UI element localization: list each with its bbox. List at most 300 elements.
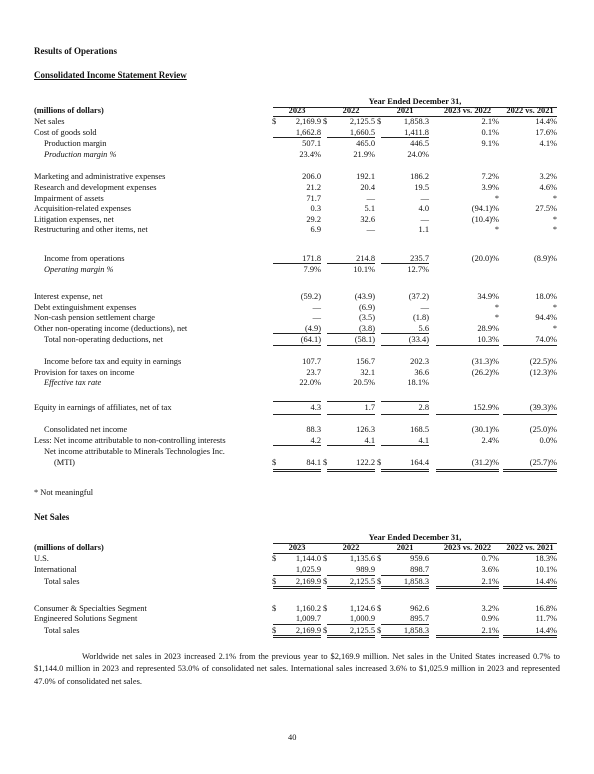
cell-value: * xyxy=(494,313,499,322)
t2-period-header: Year Ended December 31, xyxy=(368,533,462,542)
table-row xyxy=(0,458,594,468)
total-rule xyxy=(327,471,375,472)
cell-value: 5.6 xyxy=(418,323,429,333)
cell-value: 12.7% xyxy=(407,265,429,274)
cell-value: 962.6 xyxy=(410,603,429,613)
total-rule xyxy=(273,637,321,638)
cell-value: — xyxy=(420,193,429,203)
cell-value: (31.3)% xyxy=(471,357,499,366)
total-rule xyxy=(436,469,499,470)
cell-value: 1,000.9 xyxy=(349,614,375,623)
total-rule xyxy=(273,635,321,636)
cell-value: 4.1% xyxy=(539,139,557,148)
cell-value: 446.5 xyxy=(410,139,429,148)
total-rule xyxy=(327,137,375,138)
cell-value: 959.6 xyxy=(410,554,429,563)
cell-value: * xyxy=(552,323,557,333)
t2-col-2023-vs-2022: 2023 vs. 2022 xyxy=(443,543,492,552)
total-rule xyxy=(273,333,321,334)
total-rule xyxy=(503,588,557,589)
row-label: Engineered Solutions Segment xyxy=(34,614,138,623)
t1-col-2022: 2022 xyxy=(342,106,360,115)
total-rule xyxy=(327,469,375,470)
cell-value: 1,124.6 xyxy=(349,603,375,613)
row-label: Marketing and administrative expenses xyxy=(34,172,166,181)
total-rule xyxy=(327,575,375,576)
total-rule xyxy=(436,345,499,346)
cell-value: 2,169.9 xyxy=(295,576,321,586)
dollar-sign: $ xyxy=(377,576,382,586)
cell-value: 507.1 xyxy=(302,139,321,148)
table-row xyxy=(0,194,594,204)
cell-value: 895.7 xyxy=(410,614,429,623)
cell-value: — xyxy=(366,225,375,234)
row-label: Restructuring and other items, net xyxy=(34,225,148,234)
t2-units-label: (millions of dollars) xyxy=(34,543,104,552)
cell-value: * xyxy=(552,225,557,234)
cell-value: 202.3 xyxy=(410,357,429,366)
total-rule xyxy=(503,469,557,470)
cell-value: 4.1 xyxy=(418,435,429,445)
cell-value: 17.6% xyxy=(535,127,557,137)
total-rule xyxy=(436,586,499,587)
table-row xyxy=(0,215,594,225)
cell-value: 14.4% xyxy=(535,625,557,635)
total-rule xyxy=(381,471,429,472)
table-row xyxy=(0,565,594,575)
net-sales-heading: Net Sales xyxy=(34,512,70,522)
t2-col-2022: 2022 xyxy=(342,543,360,552)
t1-col-2023: 2023 xyxy=(288,106,306,115)
row-label: Effective tax rate xyxy=(44,378,102,387)
total-rule xyxy=(327,445,375,446)
cell-value: (26.2)% xyxy=(471,367,499,377)
row-label: Operating margin % xyxy=(44,265,114,274)
cell-value: 74.0% xyxy=(535,335,557,344)
cell-value: 4.2 xyxy=(310,435,321,445)
t1-col-2023-vs-2022: 2023 vs. 2022 xyxy=(443,106,492,115)
page-number: 40 xyxy=(288,733,297,742)
cell-value: (58.1) xyxy=(354,335,375,344)
row-label: Debt extinguishment expenses xyxy=(34,302,137,312)
cell-value: 1,411.8 xyxy=(404,127,429,137)
cell-value: 1,144.0 xyxy=(295,554,321,563)
row-label: Production margin xyxy=(44,139,107,148)
total-rule xyxy=(436,588,499,589)
cell-value: 18.1% xyxy=(407,378,429,387)
dollar-sign: $ xyxy=(272,458,277,467)
cell-value: 1.1 xyxy=(418,225,429,234)
dollar-sign: $ xyxy=(323,576,328,586)
table-row xyxy=(0,172,594,182)
t2-col-2021: 2021 xyxy=(396,543,414,552)
cell-value: (4.9) xyxy=(304,323,321,333)
cell-value: 2,125.5 xyxy=(349,117,375,126)
cell-value: 2,125.5 xyxy=(349,625,375,635)
cell-value: 20.4 xyxy=(360,183,375,192)
table-row xyxy=(0,614,594,624)
cell-value: * xyxy=(552,193,557,203)
row-label: Other non-operating income (deductions), net xyxy=(34,323,188,333)
t1-col-2022-vs-2021: 2022 vs. 2021 xyxy=(506,106,554,115)
row-label: Less: Net income attributable to non-controlling interests xyxy=(34,435,226,445)
total-rule xyxy=(436,635,499,636)
table-row xyxy=(0,139,594,149)
cell-value: 465.0 xyxy=(356,139,375,148)
row-label: Non-cash pension settlement charge xyxy=(34,313,156,322)
cell-value: 29.2 xyxy=(306,214,321,224)
row-label: Cost of goods sold xyxy=(34,127,97,137)
cell-value: (25.7)% xyxy=(529,458,557,467)
table-row xyxy=(0,554,594,564)
t1-col-2021: 2021 xyxy=(396,106,414,115)
cell-value: (10.4)% xyxy=(471,214,499,224)
total-rule xyxy=(273,588,321,589)
dollar-sign: $ xyxy=(272,625,277,635)
cell-value: 0.1% xyxy=(481,127,499,137)
cell-value: 1.7 xyxy=(364,403,375,412)
cell-value: * xyxy=(494,225,499,234)
table-row xyxy=(0,292,594,302)
dollar-sign: $ xyxy=(323,625,328,635)
total-rule xyxy=(436,637,499,638)
cell-value: (37.2) xyxy=(408,292,429,301)
cell-value: (3.5) xyxy=(358,313,375,322)
total-rule xyxy=(503,586,557,587)
cell-value: (59.2) xyxy=(300,292,321,301)
total-rule xyxy=(273,414,321,415)
table-row xyxy=(0,183,594,193)
cell-value: 2,169.9 xyxy=(295,625,321,635)
cell-value: 1,662.8 xyxy=(295,127,321,137)
table-row xyxy=(0,265,594,275)
cell-value: (30.1)% xyxy=(471,425,499,434)
total-rule xyxy=(327,586,375,587)
total-rule xyxy=(273,471,321,472)
cell-value: 84.1 xyxy=(306,458,321,467)
total-rule xyxy=(381,586,429,587)
cell-value: 1,858.3 xyxy=(403,625,429,635)
cell-value: 107.7 xyxy=(302,357,321,366)
row-label: Total non-operating deductions, net xyxy=(44,335,163,344)
table-row xyxy=(0,378,594,388)
row-label: Interest expense, net xyxy=(34,292,103,301)
cell-value: 1,858.3 xyxy=(403,117,429,126)
cell-value: 4.6% xyxy=(539,183,557,192)
dollar-sign: $ xyxy=(323,458,328,467)
table-row xyxy=(0,303,594,313)
results-heading: Results of Operations xyxy=(34,46,117,56)
cell-value: 898.7 xyxy=(410,565,429,574)
total-rule xyxy=(327,624,375,625)
cell-value: 168.5 xyxy=(410,425,429,434)
total-rule xyxy=(436,414,499,415)
cell-value: (33.4) xyxy=(408,335,429,344)
dollar-sign: $ xyxy=(272,554,277,563)
cell-value: 27.5% xyxy=(535,204,557,213)
cell-value: (1.8) xyxy=(412,313,429,322)
row-label: Research and development expenses xyxy=(34,183,157,192)
cell-value: (64.1) xyxy=(300,335,321,344)
cell-value: (31.2)% xyxy=(471,458,499,467)
row-label: Net sales xyxy=(34,117,65,126)
table-row xyxy=(0,447,594,457)
table-row xyxy=(0,425,594,435)
row-label: Equity in earnings of affiliates, net of tax xyxy=(34,403,172,412)
cell-value: 18.0% xyxy=(535,292,557,301)
total-rule xyxy=(273,445,321,446)
cell-value: 156.7 xyxy=(356,357,375,366)
cell-value: 214.8 xyxy=(356,254,375,263)
cell-value: 1,009.7 xyxy=(295,614,321,623)
cell-value: 1,858.3 xyxy=(403,576,429,586)
total-rule xyxy=(327,414,375,415)
row-label: Impairment of assets xyxy=(34,193,104,203)
dollar-sign: $ xyxy=(272,603,277,613)
row-label: Litigation expenses, net xyxy=(34,214,114,224)
cell-value: — xyxy=(366,193,375,203)
cell-value: 22.0% xyxy=(299,378,321,387)
cell-value: 3.2% xyxy=(481,603,499,613)
table-row xyxy=(0,313,594,323)
cell-value: 14.4% xyxy=(535,117,557,126)
dollar-sign: $ xyxy=(323,603,328,613)
total-rule xyxy=(381,588,429,589)
cell-value: 2.8 xyxy=(418,403,429,412)
total-rule xyxy=(327,333,375,334)
cell-value: 192.1 xyxy=(356,172,375,181)
cell-value: 10.1% xyxy=(353,265,375,274)
total-rule xyxy=(273,401,321,402)
total-rule xyxy=(381,414,429,415)
cell-value: 23.7 xyxy=(306,367,321,377)
cell-value: 4.1 xyxy=(364,435,375,445)
total-rule xyxy=(503,345,557,346)
t2-column-headers xyxy=(0,543,594,553)
cell-value: 7.2% xyxy=(481,172,499,181)
total-rule xyxy=(381,263,429,264)
dollar-sign: $ xyxy=(377,117,382,126)
total-rule xyxy=(503,637,557,638)
cell-value: 23.4% xyxy=(299,149,321,159)
net-sales-paragraph: Worldwide net sales in 2023 increased 2.1% from the previous year to $2,169.9 million. Net sales in the United States increased 0.7% to $1,144.0 million in 2023 and represented 53.0% of consolidated net sales. International sales increased 3.6% to $1,025.9 million in 2023 and represented 47.0% of consolidated net sales. xyxy=(34,652,560,686)
row-label: Acquisition-related expenses xyxy=(34,204,131,213)
total-rule xyxy=(273,137,321,138)
t1-units-label: (millions of dollars) xyxy=(34,106,104,115)
cell-value: 0.0% xyxy=(539,435,557,445)
cell-value: 235.7 xyxy=(410,254,429,263)
cell-value: 0.3 xyxy=(310,204,321,213)
t2-col-2022-vs-2021: 2022 vs. 2021 xyxy=(506,543,554,552)
total-rule xyxy=(503,635,557,636)
table-row xyxy=(0,368,594,378)
total-rule xyxy=(381,333,429,334)
cell-value: 186.2 xyxy=(410,172,429,181)
cell-value: 6.9 xyxy=(310,225,321,234)
cell-value: 152.9% xyxy=(473,403,499,412)
total-rule xyxy=(436,471,499,472)
cell-value: 20.5% xyxy=(353,378,375,387)
cell-value: 3.9% xyxy=(481,183,499,192)
cell-value: 4.0 xyxy=(418,204,429,213)
t1-column-headers xyxy=(0,106,594,116)
table-row xyxy=(0,150,594,160)
cell-value: 10.3% xyxy=(477,335,499,344)
cell-value: 3.6% xyxy=(481,565,499,574)
cell-value: 19.5 xyxy=(414,183,429,192)
cell-value: 21.9% xyxy=(353,149,375,159)
total-rule xyxy=(381,401,429,402)
footnote: * Not meaningful xyxy=(34,488,94,497)
cell-value: 126.3 xyxy=(356,425,375,434)
total-rule xyxy=(381,469,429,470)
cell-value: 71.7 xyxy=(306,193,321,203)
total-rule xyxy=(381,445,429,446)
cell-value: 122.2 xyxy=(356,458,375,467)
dollar-sign: $ xyxy=(377,625,382,635)
cell-value: 9.1% xyxy=(481,139,499,148)
cell-value: 1,025.9 xyxy=(295,565,321,574)
row-label: Net income attributable to Minerals Technologies Inc. xyxy=(44,447,225,456)
row-label: U.S. xyxy=(34,554,49,563)
total-rule xyxy=(381,635,429,636)
total-rule xyxy=(327,637,375,638)
cell-value: * xyxy=(494,302,499,312)
total-rule xyxy=(273,263,321,264)
row-label: (MTI) xyxy=(54,458,75,467)
total-rule xyxy=(327,588,375,589)
table-row xyxy=(0,403,594,413)
cell-value: 4.3 xyxy=(310,403,321,412)
total-rule xyxy=(327,401,375,402)
t1-period-header: Year Ended December 31, xyxy=(368,97,462,106)
total-rule xyxy=(273,345,321,346)
cell-value: 7.9% xyxy=(303,265,321,274)
total-rule xyxy=(273,575,321,576)
total-rule xyxy=(503,471,557,472)
row-label: Consumer & Specialties Segment xyxy=(34,603,147,613)
cell-value: 36.6 xyxy=(414,367,429,377)
cell-value: 28.9% xyxy=(477,323,499,333)
cell-value: 2.1% xyxy=(481,576,499,586)
cell-value: 2.4% xyxy=(481,435,499,445)
dollar-sign: $ xyxy=(323,554,328,563)
cell-value: 989.9 xyxy=(356,565,375,574)
table-row xyxy=(0,117,594,127)
cell-value: (12.3)% xyxy=(529,367,557,377)
cell-value: (94.1)% xyxy=(471,204,499,213)
dollar-sign: $ xyxy=(377,603,382,613)
cell-value: — xyxy=(312,302,321,312)
cell-value: 1,160.2 xyxy=(295,603,321,613)
total-rule xyxy=(381,624,429,625)
total-rule xyxy=(503,414,557,415)
cell-value: — xyxy=(312,313,321,322)
cell-value: 2,125.5 xyxy=(349,576,375,586)
cell-value: 14.4% xyxy=(535,576,557,586)
cell-value: 1,135.6 xyxy=(349,554,375,563)
cell-value: 32.1 xyxy=(360,367,375,377)
cell-value: * xyxy=(494,193,499,203)
cell-value: 18.3% xyxy=(535,554,557,563)
table-row xyxy=(0,204,594,214)
total-rule xyxy=(327,635,375,636)
row-label: Production margin % xyxy=(44,149,117,159)
total-rule xyxy=(381,345,429,346)
row-label: Consolidated net income xyxy=(44,425,128,434)
total-rule xyxy=(327,345,375,346)
cell-value: (20.0)% xyxy=(471,254,499,263)
dollar-sign: $ xyxy=(323,117,328,126)
table-row xyxy=(0,335,594,345)
cell-value: 88.3 xyxy=(306,425,321,434)
table-row xyxy=(0,604,594,614)
cell-value: (39.3)% xyxy=(529,403,557,412)
t2-col-2023: 2023 xyxy=(288,543,306,552)
total-rule xyxy=(273,469,321,470)
row-label: Income before tax and equity in earnings xyxy=(44,357,182,366)
total-rule xyxy=(381,137,429,138)
cell-value: 0.7% xyxy=(481,554,499,563)
cell-value: 94.4% xyxy=(535,313,557,322)
cell-value: 2.1% xyxy=(481,117,499,126)
table-row xyxy=(0,357,594,367)
total-rule xyxy=(273,624,321,625)
cell-value: 21.2 xyxy=(306,183,321,192)
cell-value: 34.9% xyxy=(477,292,499,301)
cell-value: 3.2% xyxy=(539,172,557,181)
cell-value: (3.8) xyxy=(358,323,375,333)
row-label: Total sales xyxy=(44,576,80,586)
cell-value: 171.8 xyxy=(302,254,321,263)
cell-value: (43.9) xyxy=(354,292,375,301)
cell-value: 32.6 xyxy=(360,214,375,224)
cell-value: (25.0)% xyxy=(529,425,557,434)
total-rule xyxy=(327,263,375,264)
cell-value: (22.5)% xyxy=(529,357,557,366)
cell-value: 5.1 xyxy=(364,204,375,213)
cell-value: 24.0% xyxy=(407,149,429,159)
dollar-sign: $ xyxy=(272,576,277,586)
row-label: Provision for taxes on income xyxy=(34,367,135,377)
dollar-sign: $ xyxy=(272,117,277,126)
cell-value: 164.4 xyxy=(410,458,429,467)
row-label: Total sales xyxy=(44,625,80,635)
cell-value: * xyxy=(552,214,557,224)
cell-value: (6.9) xyxy=(358,302,375,312)
row-label: Income from operations xyxy=(44,254,125,263)
cell-value: 1,660.5 xyxy=(349,127,375,137)
cell-value: (8.9)% xyxy=(533,254,557,263)
cell-value: 2,169.9 xyxy=(295,117,321,126)
cell-value: * xyxy=(552,302,557,312)
total-rule xyxy=(381,575,429,576)
table-row xyxy=(0,225,594,235)
cell-value: — xyxy=(420,214,429,224)
cell-value: 10.1% xyxy=(535,565,557,574)
cell-value: 0.9% xyxy=(481,614,499,623)
cell-value: — xyxy=(420,302,429,312)
total-rule xyxy=(381,637,429,638)
cell-value: 11.7% xyxy=(535,614,557,623)
dollar-sign: $ xyxy=(377,554,382,563)
total-rule xyxy=(273,586,321,587)
cell-value: 206.0 xyxy=(302,172,321,181)
row-label: International xyxy=(34,565,77,574)
cell-value: 16.8% xyxy=(535,603,557,613)
cell-value: 2.1% xyxy=(481,625,499,635)
dollar-sign: $ xyxy=(377,458,382,467)
